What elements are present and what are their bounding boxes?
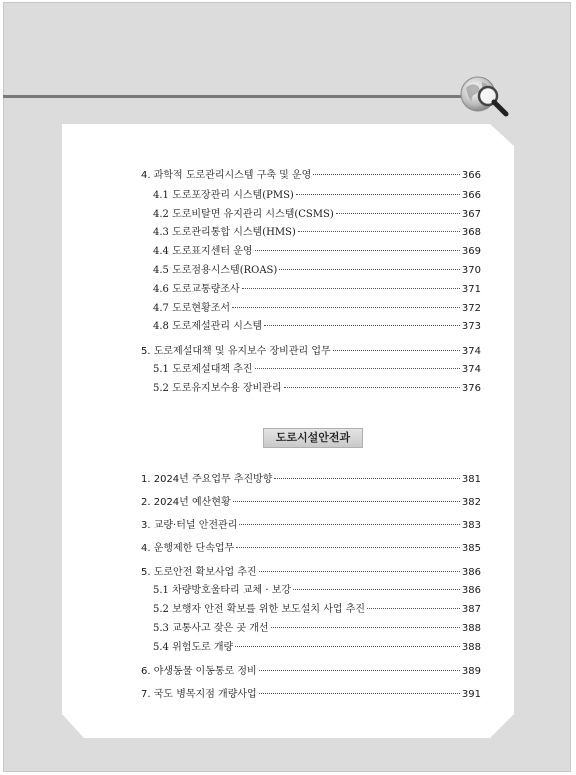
toc-entry-page: 369 — [461, 246, 481, 257]
toc-entry-page: 371 — [461, 284, 481, 295]
toc-entry[interactable] — [141, 541, 481, 557]
toc-entry-label: 4.4 도로표지센터 운영 — [153, 246, 253, 257]
toc-entry-page: 388 — [461, 623, 481, 634]
toc-entry[interactable] — [153, 583, 481, 599]
toc-entry-label: 5.1 도로제설대책 추진 — [153, 364, 253, 375]
toc-entry-label: 4. 과학적 도로관리시스템 구축 및 운영 — [141, 170, 312, 181]
toc-entry[interactable] — [141, 344, 481, 360]
toc-entry[interactable] — [153, 244, 481, 260]
toc-entry-label: 5.3 교통사고 잦은 곳 개선 — [153, 623, 269, 634]
toc-entry-page: 382 — [461, 497, 481, 508]
toc-entry-label: 4.7 도로현황조서 — [153, 303, 231, 314]
toc-leader-dots — [239, 523, 460, 525]
toc-entry-page: 368 — [461, 227, 481, 238]
toc-entry-page: 386 — [461, 585, 481, 596]
toc-entry-page: 389 — [461, 666, 481, 677]
toc-entry-page: 387 — [461, 604, 481, 615]
toc-entry-page: 366 — [461, 190, 481, 201]
toc-leader-dots — [235, 645, 460, 647]
toc-leader-dots — [242, 287, 460, 289]
toc-entry-page: 367 — [461, 209, 481, 220]
toc-entry-page: 374 — [461, 346, 481, 357]
toc-entry-label: 6. 야생동물 이동통로 정비 — [141, 666, 257, 677]
toc-leader-dots — [313, 173, 460, 175]
toc-leader-dots — [271, 626, 460, 628]
toc-entry[interactable] — [141, 518, 481, 534]
toc-entry-label: 4. 운행제한 단속업무 — [141, 543, 235, 554]
section-title: 도로시설안전과 — [263, 428, 363, 448]
toc-entry[interactable] — [141, 495, 481, 511]
toc-entry-page: 383 — [461, 520, 481, 531]
toc-leader-dots — [333, 349, 460, 351]
toc-entry-label: 4.2 도로비탈면 유지관리 시스템(CSMS) — [153, 209, 334, 220]
toc-leader-dots — [255, 249, 460, 251]
toc-entry-label: 5.2 보행자 안전 확보를 위한 보도설치 사업 추진 — [153, 604, 366, 615]
toc-leader-dots — [255, 367, 460, 369]
toc-entry[interactable] — [153, 381, 481, 397]
toc-leader-dots — [298, 230, 460, 232]
toc-entry[interactable] — [153, 188, 481, 204]
globe-magnifier-icon — [458, 74, 514, 120]
toc-entry-page: 370 — [461, 265, 481, 276]
toc-entry-label: 4.1 도로포장관리 시스템(PMS) — [153, 190, 294, 201]
toc-entry-page: 372 — [461, 303, 481, 314]
toc-entry-page: 385 — [461, 543, 481, 554]
toc-entry-page: 373 — [461, 321, 481, 332]
toc-entry-page: 374 — [461, 364, 481, 375]
toc-leader-dots — [293, 588, 460, 590]
toc-entry-label: 5. 도로제설대책 및 유지보수 장비관리 업무 — [141, 346, 331, 357]
toc-entry[interactable] — [153, 602, 481, 618]
toc-entry[interactable] — [153, 319, 481, 335]
toc-entry-label: 4.5 도로점용시스템(ROAS) — [153, 265, 278, 276]
toc-entry-page: 376 — [461, 383, 481, 394]
toc-entry-page: 381 — [461, 474, 481, 485]
toc-leader-dots — [259, 570, 460, 572]
toc-entry[interactable] — [141, 687, 481, 703]
toc-entry[interactable] — [153, 362, 481, 378]
toc-entry-label: 4.8 도로제설관리 시스템 — [153, 321, 263, 332]
toc-entry[interactable] — [153, 207, 481, 223]
toc-leader-dots — [236, 546, 460, 548]
toc-leader-dots — [296, 193, 460, 195]
toc-entry[interactable] — [141, 168, 481, 184]
header-rule — [3, 95, 471, 98]
toc-leader-dots — [233, 500, 460, 502]
toc-entry-label: 4.6 도로교통량조사 — [153, 284, 240, 295]
toc-entry-label: 7. 국도 병목지점 개량사업 — [141, 689, 257, 700]
toc-leader-dots — [336, 212, 460, 214]
toc-entry-label: 3. 교량·터널 안전관리 — [141, 520, 238, 531]
toc-entry-label: 4.3 도로관리통합 시스템(HMS) — [153, 227, 296, 238]
toc-entry-label: 1. 2024년 주요업무 추진방향 — [141, 474, 273, 485]
toc-entry-label: 5. 도로안전 확보사업 추진 — [141, 567, 257, 578]
toc-leader-dots — [259, 669, 460, 671]
toc-leader-dots — [284, 386, 460, 388]
toc-entry-label: 5.1 차량방호울타리 교체 · 보강 — [153, 585, 292, 596]
toc-leader-dots — [264, 324, 460, 326]
toc-entry-page: 366 — [461, 170, 481, 181]
toc-leader-dots — [259, 692, 460, 694]
toc-entry[interactable] — [153, 282, 481, 298]
toc-entry[interactable] — [153, 263, 481, 279]
toc-entry-label: 2. 2024년 예산현황 — [141, 497, 231, 508]
toc-entry-label: 5.2 도로유지보수용 장비관리 — [153, 383, 282, 394]
toc-entry[interactable] — [141, 472, 481, 488]
toc-entry-label: 5.4 위험도로 개량 — [153, 642, 234, 653]
toc-entry[interactable] — [141, 565, 481, 581]
toc-entry[interactable] — [153, 225, 481, 241]
toc-entry-page: 388 — [461, 642, 481, 653]
toc-leader-dots — [279, 268, 460, 270]
toc-entry-page: 386 — [461, 567, 481, 578]
toc-entry[interactable] — [141, 664, 481, 680]
toc-leader-dots — [274, 477, 459, 479]
toc-entry[interactable] — [153, 301, 481, 317]
toc-entry[interactable] — [153, 621, 481, 637]
toc-leader-dots — [232, 306, 460, 308]
toc-entry[interactable] — [153, 640, 481, 656]
toc-entry-page: 391 — [461, 689, 481, 700]
toc-leader-dots — [367, 607, 460, 609]
